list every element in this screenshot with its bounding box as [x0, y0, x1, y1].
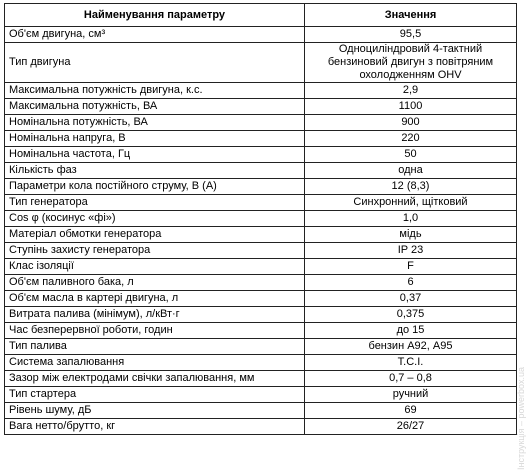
value-cell: 0,375 — [305, 307, 517, 323]
table-row — [5, 387, 517, 403]
table-row — [5, 43, 517, 83]
parameter-cell: Об'єм масла в картері двигуна, л — [5, 291, 305, 307]
value-cell: F — [305, 259, 517, 275]
table-row — [5, 115, 517, 131]
value-cell: 6 — [305, 275, 517, 291]
table-row — [5, 259, 517, 275]
parameter-cell: Параметри кола постійного струму, В (А) — [5, 179, 305, 195]
parameter-cell: Система запалювання — [5, 355, 305, 371]
value-cell: T.C.I. — [305, 355, 517, 371]
value-cell: бензин А92, А95 — [305, 339, 517, 355]
table-row — [5, 307, 517, 323]
table-row — [5, 131, 517, 147]
value-cell: 220 — [305, 131, 517, 147]
table-row — [5, 195, 517, 211]
value-cell: 69 — [305, 403, 517, 419]
column-header-value: Значення — [305, 4, 517, 27]
parameter-cell: Тип генератора — [5, 195, 305, 211]
value-cell: мідь — [305, 227, 517, 243]
value-cell: до 15 — [305, 323, 517, 339]
table-row — [5, 339, 517, 355]
parameter-cell: Номінальна частота, Гц — [5, 147, 305, 163]
value-cell: 1100 — [305, 99, 517, 115]
parameter-cell: Рівень шуму, дБ — [5, 403, 305, 419]
value-cell: ручний — [305, 387, 517, 403]
table-row — [5, 211, 517, 227]
spec-table — [4, 3, 517, 435]
value-cell: IP 23 — [305, 243, 517, 259]
value-cell: 0,37 — [305, 291, 517, 307]
parameter-cell: Номінальна напруга, В — [5, 131, 305, 147]
table-row — [5, 147, 517, 163]
parameter-cell: Матеріал обмотки генератора — [5, 227, 305, 243]
parameter-cell: Максимальна потужність, ВА — [5, 99, 305, 115]
table-row — [5, 179, 517, 195]
table-row — [5, 403, 517, 419]
value-cell: 900 — [305, 115, 517, 131]
parameter-cell: Клас ізоляції — [5, 259, 305, 275]
parameter-cell: Кількість фаз — [5, 163, 305, 179]
parameter-cell: Номінальна потужність, ВА — [5, 115, 305, 131]
table-row — [5, 419, 517, 435]
value-cell: 12 (8,3) — [305, 179, 517, 195]
table-row — [5, 275, 517, 291]
table-row — [5, 99, 517, 115]
table-row — [5, 27, 517, 43]
parameter-cell: Тип стартера — [5, 387, 305, 403]
value-cell: Одноциліндровий 4-тактний бензиновий двигун з повітряним охолодженням OHV — [305, 43, 517, 83]
parameter-cell: Зазор між електродами свічки запалювання, мм — [5, 371, 305, 387]
value-cell: 2,9 — [305, 83, 517, 99]
parameter-cell: Тип палива — [5, 339, 305, 355]
parameter-cell: Тип двигуна — [5, 43, 305, 83]
table-row — [5, 291, 517, 307]
table-row — [5, 323, 517, 339]
parameter-cell: Максимальна потужність двигуна, к.с. — [5, 83, 305, 99]
value-cell: 95,5 — [305, 27, 517, 43]
table-header-row — [5, 4, 517, 27]
table-row — [5, 355, 517, 371]
parameter-cell: Витрата палива (мінімум), л/кВт·г — [5, 307, 305, 323]
spec-table-body — [5, 27, 517, 435]
parameter-cell: Час безперервної роботи, годин — [5, 323, 305, 339]
table-row — [5, 243, 517, 259]
value-cell: 1,0 — [305, 211, 517, 227]
value-cell: 50 — [305, 147, 517, 163]
table-row — [5, 227, 517, 243]
value-cell: 0,7 – 0,8 — [305, 371, 517, 387]
table-row — [5, 163, 517, 179]
watermark: Інструкція – powerbox.ua — [516, 366, 526, 470]
parameter-cell: Об'єм двигуна, см³ — [5, 27, 305, 43]
parameter-cell: Об'єм паливного бака, л — [5, 275, 305, 291]
table-row — [5, 371, 517, 387]
spec-sheet — [4, 3, 516, 435]
column-header-parameter: Найменування параметру — [5, 4, 305, 27]
value-cell: 26/27 — [305, 419, 517, 435]
table-row — [5, 83, 517, 99]
parameter-cell: Вага нетто/брутто, кг — [5, 419, 305, 435]
value-cell: одна — [305, 163, 517, 179]
parameter-cell: Cos φ (косинус «фі») — [5, 211, 305, 227]
parameter-cell: Ступінь захисту генератора — [5, 243, 305, 259]
value-cell: Синхронний, щітковий — [305, 195, 517, 211]
